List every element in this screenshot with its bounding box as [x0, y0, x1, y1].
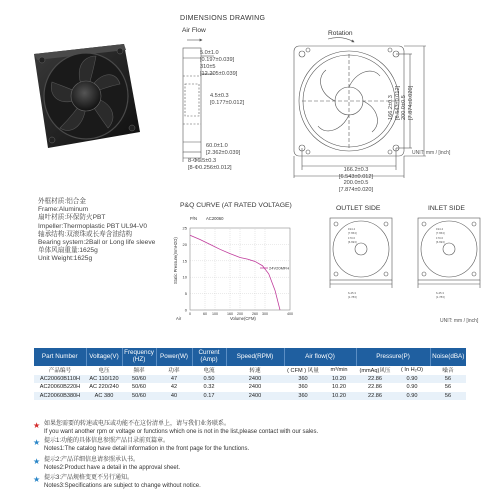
- note-2: [44, 457, 180, 472]
- table-cell: AC20060B380H: [34, 392, 86, 401]
- spec-table: [34, 348, 466, 400]
- note-en: Notes1:The catalog have detail information in the front page for the functions.: [44, 445, 250, 452]
- outlet-dim-text: [1.783]: [348, 295, 357, 299]
- unit-label-top: UNIT: mm / [inch]: [412, 150, 451, 156]
- pq-ytick-label: 10: [182, 274, 187, 280]
- pq-model-label: AC20060: [206, 216, 224, 221]
- table-cell: 0.17: [192, 392, 226, 401]
- note-star-icon: ★: [33, 421, 41, 430]
- pq-xtick-label: 100: [212, 312, 218, 316]
- table-header-row: [34, 348, 466, 366]
- dim-text: 166.2±0.3: [343, 167, 369, 173]
- pq-xtick-label: 0: [189, 312, 191, 316]
- table-cell: 功率: [156, 366, 192, 375]
- dim-text: 4.5±0.3: [210, 93, 229, 99]
- spec-impeller: Impeller:Thermoplastic PBT UL94-V0: [38, 222, 148, 230]
- table-cell: AC20060B220H: [34, 383, 86, 392]
- pq-xtick-label: 400: [287, 312, 293, 316]
- dim-text: 8-Φ6.5±0.3: [188, 158, 217, 164]
- dim-text: 60.0±1.0: [206, 143, 228, 149]
- spec-bearing-zh: 轴承结构:双滚珠或长寿含油结构: [38, 230, 133, 238]
- header-frequency: Frequency (HZ): [122, 348, 156, 366]
- dim-text: 310±5: [200, 64, 216, 70]
- outlet-dim-text: [6.693]: [348, 240, 357, 244]
- table-cell: 0.90: [394, 375, 430, 384]
- table-cell: 360: [284, 375, 322, 384]
- note-star-icon: ★: [33, 438, 41, 447]
- table-cell: 22.86: [356, 392, 394, 401]
- spec-block: [38, 198, 155, 264]
- side-dims-mid: [210, 93, 244, 107]
- table-cell: 10.20: [322, 383, 356, 392]
- table-cell: 电压: [86, 366, 122, 375]
- table-cell: 10.20: [322, 392, 356, 401]
- dimensions-drawing-title: DIMENSIONS DRAWING: [180, 15, 266, 22]
- table-cell: ( CFM ) 风量: [284, 366, 322, 375]
- front-dims-right: [388, 86, 414, 120]
- dim-text: [6.543±0.012]: [394, 85, 401, 120]
- table-cell: 0.90: [394, 392, 430, 401]
- table-cell: 电流: [192, 366, 226, 375]
- table-cell: 0.32: [192, 383, 226, 392]
- dim-text: [12.205±0.039]: [200, 71, 238, 77]
- header-noise: Noise(dBA): [430, 348, 466, 366]
- spec-impeller-zh: 扇叶材质:环保防火PBT: [38, 214, 106, 222]
- pq-xtick-label: 300: [262, 312, 268, 316]
- dim-text: [0.197±0.039]: [200, 57, 235, 63]
- note-zh: 提示1:功能的具体信息参照产品目录前页篇章。: [44, 438, 170, 444]
- pq-chart: [170, 210, 320, 326]
- table-cell: 50/60: [122, 392, 156, 401]
- air-flow-label: Air Flow: [182, 27, 206, 34]
- note-zh: 如果您需要的转速或电压或功能不在这份清单上，请与我们业务联系。: [44, 421, 231, 427]
- table-cell: 47: [156, 375, 192, 384]
- table-row: [34, 383, 466, 392]
- table-cell: 50/60: [122, 383, 156, 392]
- inlet-dim-text: 6-45.3: [436, 291, 444, 295]
- table-cell: 22.86: [356, 375, 394, 384]
- dim-text: [7.874±0.020]: [407, 85, 414, 120]
- table-cell: 360: [284, 383, 322, 392]
- rotation-label: Rotation: [328, 30, 353, 37]
- pq-xtick-label: 260: [252, 312, 258, 316]
- pq-xtick-label: 160: [227, 312, 233, 316]
- inlet-side-drawing: [406, 214, 492, 312]
- table-cell: AC 110/120: [86, 375, 122, 384]
- header-part-number: Part Number: [34, 348, 86, 366]
- side-dims-top: [200, 50, 237, 78]
- table-cell: 56: [430, 375, 466, 384]
- fan-photo: [28, 40, 144, 152]
- table-cell: 频率: [122, 366, 156, 375]
- table-zh-row: [34, 366, 466, 375]
- table-cell: 2400: [226, 383, 284, 392]
- note-zh: 提示3:产品规格变更不另行通知。: [44, 475, 134, 481]
- table-cell: 0.50: [192, 375, 226, 384]
- table-cell: 42: [156, 383, 192, 392]
- side-dims-bottom: [206, 143, 240, 157]
- note-star-icon: ★: [33, 475, 41, 484]
- dim-text: [0.177±0.012]: [210, 100, 245, 106]
- table-cell: 360: [284, 392, 322, 401]
- table-cell: 2400: [226, 375, 284, 384]
- table-cell: AC20060B110H: [34, 375, 86, 384]
- dim-text: 166.2±0.3: [388, 95, 394, 120]
- note-3: [44, 475, 201, 490]
- pq-ytick-label: 5: [184, 291, 187, 297]
- pq-legend: 24V20MFH: [269, 265, 290, 271]
- pq-xlabel-air: Air: [176, 316, 182, 321]
- table-cell: 转速: [226, 366, 284, 375]
- header-current: Current (Amp): [192, 348, 226, 366]
- header-pressure: Pressure(P): [356, 348, 430, 366]
- note-star-icon: ★: [33, 457, 41, 466]
- pq-ylabel: Static Pressure(mmH2O): [173, 237, 178, 284]
- spec-weight: Unit Weight:1625g: [38, 255, 93, 263]
- header-speed: Speed(RPM): [226, 348, 284, 366]
- table-cell: 40: [156, 392, 192, 401]
- table-cell: 22.86: [356, 383, 394, 392]
- pq-corner-label: P/N: [190, 216, 197, 221]
- note-en: If you want another rpm or voltage or functions which one is not in the list,please contact with our sales.: [44, 428, 319, 435]
- spec-frame-zh: 外框材质:铝合金: [38, 198, 86, 205]
- table-cell: 噪音: [430, 366, 466, 375]
- table-cell: 56: [430, 383, 466, 392]
- table-cell: m³/min: [322, 366, 356, 375]
- note-zh: 提示2:产品详细信息请参照承认书。: [44, 457, 140, 463]
- spec-bearing: Bearing system:2Ball or Long life sleeve: [38, 239, 156, 247]
- table-cell: AC 220/240: [86, 383, 122, 392]
- inlet-dim-text: [6.693]: [436, 240, 445, 244]
- inlet-dim-text: [1.783]: [436, 295, 445, 299]
- inlet-dim-text: 194.4: [436, 227, 443, 231]
- dim-text: 200.0±0.5: [343, 180, 369, 187]
- spec-weight-zh: 单体风扇重量:1625g: [38, 247, 98, 255]
- dim-text: [2.362±0.039]: [206, 150, 241, 156]
- note-en: Notes3:Specifications are subject to change without notice.: [44, 482, 201, 489]
- header-power: Power(W): [156, 348, 192, 366]
- note-1: [44, 438, 249, 453]
- dim-text: 200.0±0.5: [401, 95, 408, 120]
- outlet-dim-text: 6-45.3: [348, 291, 356, 295]
- table-cell: 2400: [226, 392, 284, 401]
- table-cell: ( In H₂O): [394, 366, 430, 375]
- note-contact: [44, 421, 318, 436]
- header-voltage: Voltage(V): [86, 348, 122, 366]
- header-airflow: Air flow(Q): [284, 348, 356, 366]
- dim-text: [6.543±0.012]: [338, 173, 374, 180]
- side-dims-holes: [188, 158, 232, 172]
- outlet-dim-text: [7.654]: [348, 231, 357, 235]
- pq-series-line: [190, 235, 280, 310]
- table-cell: 10.20: [322, 375, 356, 384]
- front-dims-bottom: [316, 167, 396, 193]
- note-en: Notes2:Product have a detail in the approval sheet.: [44, 464, 181, 471]
- table-cell: AC 380: [86, 392, 122, 401]
- table-cell: 0.90: [394, 383, 430, 392]
- outlet-dim-text: 194.4: [348, 227, 355, 231]
- outlet-side-title: OUTLET SIDE: [336, 205, 381, 212]
- inlet-dim-text: 170.0: [436, 236, 443, 240]
- pq-ytick-label: 25: [182, 225, 187, 231]
- pq-ytick-label: 0: [184, 307, 187, 313]
- inlet-dim-text: [7.654]: [436, 231, 445, 235]
- unit-label-bottom: UNIT: mm / [inch]: [440, 318, 479, 324]
- pq-ytick-label: 20: [182, 241, 187, 247]
- outlet-side-drawing: [318, 214, 404, 312]
- table-row: [34, 392, 466, 401]
- dim-text: [7.874±0.020]: [338, 186, 374, 193]
- dim-text: 5.0±1.0: [200, 50, 219, 56]
- table-cell: (mmAq)风压: [356, 366, 394, 375]
- table-row: [34, 375, 466, 384]
- table-cell: 产品编号: [34, 366, 86, 375]
- pq-xlabel: Volume(CFM): [230, 316, 256, 321]
- table-cell: 56: [430, 392, 466, 401]
- spec-frame: Frame:Aluminum: [38, 206, 89, 214]
- pq-xtick-label: 200: [237, 312, 243, 316]
- pq-title: P&Q CURVE (AT RATED VOLTAGE): [180, 202, 292, 209]
- pq-xtick-label: 60: [203, 312, 207, 316]
- table-cell: 50/60: [122, 375, 156, 384]
- dim-text: [8-Φ0.256±0.012]: [188, 165, 232, 171]
- outlet-dim-text: 170.0: [348, 236, 355, 240]
- inlet-side-title: INLET SIDE: [428, 205, 465, 212]
- pq-ytick-label: 15: [182, 258, 187, 264]
